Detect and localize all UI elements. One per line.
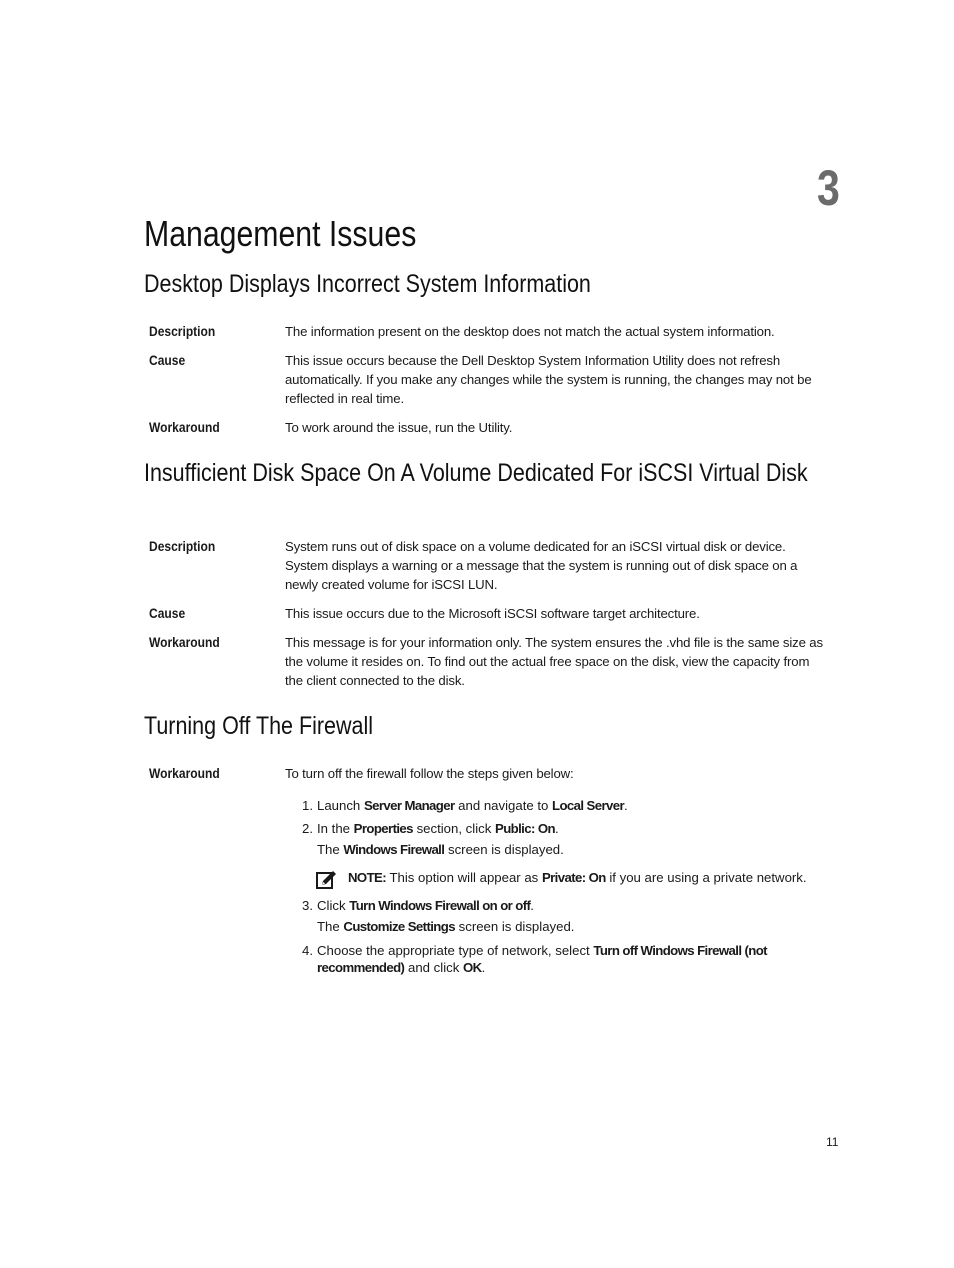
- row-text: To turn off the firewall follow the steps given below:: [285, 766, 574, 781]
- section-title-turning-off-firewall: Turning Off The Firewall: [144, 712, 374, 740]
- row-text: This issue occurs due to the Microsoft iSCSI software target architecture.: [285, 606, 700, 621]
- row-text: The information present on the desktop does not match the actual system information.: [285, 324, 775, 339]
- row-label: Cause: [149, 352, 186, 368]
- step-number: 3.: [302, 898, 313, 913]
- row-label: Workaround: [149, 765, 220, 781]
- step-number: 2.: [302, 821, 313, 836]
- chapter-number: 3: [817, 160, 840, 216]
- step-text: Launch Server Manager and navigate to Local Server.: [317, 798, 628, 813]
- row-label: Cause: [149, 605, 186, 621]
- row-label: Description: [149, 538, 216, 554]
- row-text: This issue occurs because the Dell Desktop System Information Utility does not refresh automatically. If you make any changes while the system is running, the changes may not be reflected in real time.: [285, 353, 812, 406]
- section-title-insufficient-disk-space: Insufficient Disk Space On A Volume Dedicated For iSCSI Virtual Disk: [144, 459, 808, 487]
- step-text: Click Turn Windows Firewall on or off.: [317, 898, 534, 913]
- step-result-text: The Windows Firewall screen is displayed.: [317, 842, 564, 857]
- row-text: To work around the issue, run the Utility.: [285, 420, 513, 435]
- step-result-text: The Customize Settings screen is displayed.: [317, 919, 575, 934]
- row-text: System runs out of disk space on a volume dedicated for an iSCSI virtual disk or device. System displays a warning or a message that the system is running out of disk space on a newly created volume for iSCSI LUN.: [285, 539, 798, 592]
- section-title-desktop-displays: Desktop Displays Incorrect System Information: [144, 270, 591, 298]
- page-number: 11: [826, 1135, 839, 1149]
- note-label: NOTE:: [348, 870, 387, 885]
- step-number: 1.: [302, 798, 313, 813]
- step-text: In the Properties section, click Public: On.: [317, 821, 559, 836]
- step-text: Choose the appropriate type of network, select Turn off Windows Firewall (not recommended) and click OK.: [317, 943, 767, 975]
- note-text: NOTE: This option will appear as Private: On if you are using a private network.: [348, 870, 807, 885]
- pencil-note-icon: [316, 869, 338, 889]
- row-text: This message is for your information only. The system ensures the .vhd file is the same size as the volume it resides on. To find out the actual free space on the disk, view the capacity from the client connected to the disk.: [285, 635, 823, 688]
- step-number: 4.: [302, 943, 313, 958]
- chapter-title: Management Issues: [144, 213, 417, 254]
- row-label: Description: [149, 323, 216, 339]
- row-label: Workaround: [149, 419, 220, 435]
- row-label: Workaround: [149, 634, 220, 650]
